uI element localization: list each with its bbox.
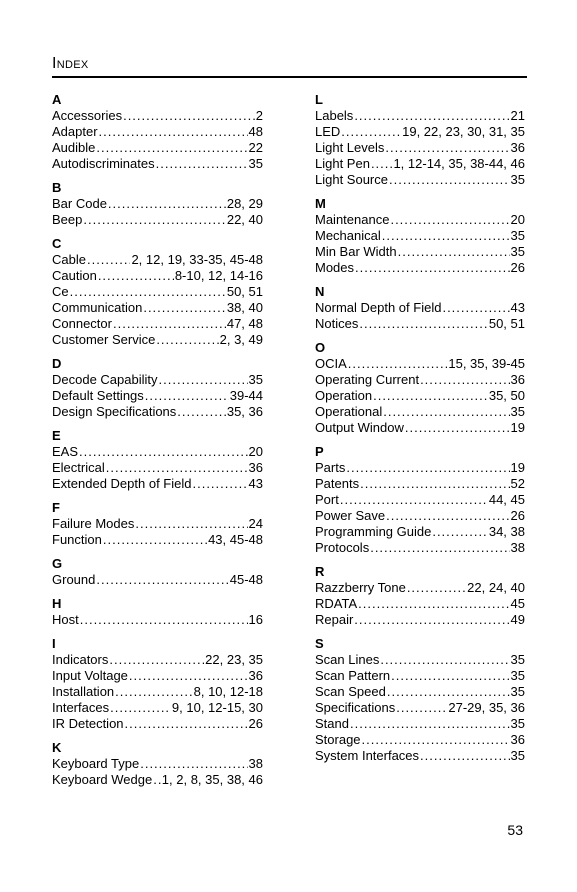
page-title: Index xyxy=(52,55,89,72)
index-entry xyxy=(52,252,263,268)
index-pages: 20 xyxy=(248,444,263,459)
index-pages: 35 xyxy=(510,228,525,243)
index-term: Audible xyxy=(52,140,96,155)
index-pages: 9, 10, 12-15, 30 xyxy=(171,700,263,715)
index-entry xyxy=(52,716,263,732)
index-pages: 38 xyxy=(248,756,263,771)
index-pages: 35 xyxy=(510,748,525,763)
index-term: Mechanical xyxy=(315,228,381,243)
index-entry xyxy=(52,476,263,492)
dot-leader xyxy=(370,540,509,556)
index-term: Notices xyxy=(315,316,359,331)
index-entry xyxy=(52,196,263,212)
index-pages: 50, 51 xyxy=(488,316,525,331)
index-pages: 48 xyxy=(248,124,263,139)
dot-leader xyxy=(125,716,248,732)
dot-leader xyxy=(385,140,509,156)
index-term: Programming Guide xyxy=(315,524,432,539)
index-pages: 20 xyxy=(510,212,525,227)
index-pages: 35 xyxy=(510,668,525,683)
index-term: Keyboard Wedge xyxy=(52,772,153,787)
dot-leader xyxy=(98,268,174,284)
index-entry xyxy=(315,748,525,764)
index-entry xyxy=(315,124,525,140)
dot-leader xyxy=(103,532,207,548)
index-term: System Interfaces xyxy=(315,748,420,763)
dot-leader xyxy=(391,668,509,684)
dot-leader xyxy=(109,652,204,668)
index-pages: 2, 3, 49 xyxy=(219,332,263,347)
index-entry xyxy=(315,404,525,420)
index-pages: 52 xyxy=(510,476,525,491)
dot-leader xyxy=(382,228,510,244)
dot-leader xyxy=(108,196,226,212)
dot-leader xyxy=(396,700,447,716)
dot-leader xyxy=(340,492,488,508)
index-term: Modes xyxy=(315,260,355,275)
index-entry xyxy=(52,300,263,316)
index-pages: 8, 10, 12-18 xyxy=(193,684,263,699)
index-entry xyxy=(315,228,525,244)
index-term: Keyboard Type xyxy=(52,756,140,771)
index-pages: 39-44 xyxy=(229,388,263,403)
index-pages: 45 xyxy=(510,596,525,611)
dot-leader xyxy=(341,124,401,140)
index-pages: 8-10, 12, 14-16 xyxy=(174,268,263,283)
index-entry xyxy=(315,172,525,188)
index-pages: 26 xyxy=(510,508,525,523)
index-term: Caution xyxy=(52,268,97,283)
dot-leader xyxy=(87,252,130,268)
index-pages: 22, 24, 40 xyxy=(467,580,525,595)
dot-leader xyxy=(387,684,510,700)
section-letter: G xyxy=(52,556,63,571)
index-term: Ground xyxy=(52,572,96,587)
section-letter: A xyxy=(52,92,62,107)
index-pages: 24 xyxy=(248,516,263,531)
index-term: Scan Pattern xyxy=(315,668,391,683)
index-entry xyxy=(315,612,525,628)
section-letter: D xyxy=(52,356,62,371)
index-term: Failure Modes xyxy=(52,516,135,531)
index-entry xyxy=(52,332,263,348)
index-section xyxy=(52,236,263,348)
index-section xyxy=(315,444,525,556)
index-entry xyxy=(315,420,525,436)
dot-leader xyxy=(383,404,509,420)
index-pages: 26 xyxy=(248,716,263,731)
index-pages: 43 xyxy=(510,300,525,315)
index-pages: 19, 22, 23, 30, 31, 35 xyxy=(402,124,525,139)
index-section xyxy=(52,428,263,492)
index-pages: 49 xyxy=(510,612,525,627)
section-letter: R xyxy=(315,564,325,579)
index-entry xyxy=(52,460,263,476)
dot-leader xyxy=(192,476,247,492)
dot-leader xyxy=(153,772,161,788)
index-term: LED xyxy=(315,124,341,139)
index-pages: 35 xyxy=(510,172,525,187)
index-column-right xyxy=(315,92,525,764)
index-term: OCIA xyxy=(315,356,347,371)
section-letter: M xyxy=(315,196,326,211)
index-term: Installation xyxy=(52,684,115,699)
section-letter: N xyxy=(315,284,325,299)
index-pages: 15, 35, 39-45 xyxy=(448,356,525,371)
index-term: Host xyxy=(52,612,79,627)
index-entry xyxy=(315,580,525,596)
dot-leader xyxy=(177,404,226,420)
index-entry xyxy=(52,316,263,332)
index-entry xyxy=(52,612,263,628)
index-entry xyxy=(315,540,525,556)
dot-leader xyxy=(398,244,510,260)
index-pages: 27-29, 35, 36 xyxy=(448,700,525,715)
index-pages: 35 xyxy=(248,372,263,387)
index-entry xyxy=(52,212,263,228)
index-term: Communication xyxy=(52,300,143,315)
section-letter: C xyxy=(52,236,62,251)
index-term: Ce xyxy=(52,284,69,299)
index-term: IR Detection xyxy=(52,716,124,731)
index-pages: 50, 51 xyxy=(226,284,263,299)
index-term: Function xyxy=(52,532,102,547)
index-entry xyxy=(52,372,263,388)
index-term: Specifications xyxy=(315,700,396,715)
dot-leader xyxy=(420,748,509,764)
dot-leader xyxy=(99,124,248,140)
index-pages: 19 xyxy=(510,420,525,435)
index-pages: 35 xyxy=(510,684,525,699)
dot-leader xyxy=(432,524,488,540)
index-term: Bar Code xyxy=(52,196,107,211)
index-pages: 1, 2, 8, 35, 38, 46 xyxy=(161,772,263,787)
dot-leader xyxy=(145,388,229,404)
dot-leader xyxy=(348,356,448,372)
index-term: Stand xyxy=(315,716,349,731)
index-term: Power Save xyxy=(315,508,386,523)
index-term: Patents xyxy=(315,476,360,491)
index-section xyxy=(52,740,263,788)
index-term: Scan Lines xyxy=(315,652,380,667)
index-entry xyxy=(315,260,525,276)
index-term: Input Voltage xyxy=(52,668,128,683)
page-header xyxy=(52,52,527,78)
index-term: Min Bar Width xyxy=(315,244,397,259)
dot-leader xyxy=(83,212,225,228)
index-term: Light Levels xyxy=(315,140,385,155)
index-pages: 22 xyxy=(248,140,263,155)
index-term: Maintenance xyxy=(315,212,390,227)
page-number: 53 xyxy=(507,822,523,838)
section-letter: H xyxy=(52,596,62,611)
index-entry xyxy=(52,108,263,124)
section-letter: F xyxy=(52,500,60,515)
index-term: Indicators xyxy=(52,652,109,667)
dot-leader xyxy=(346,460,509,476)
index-pages: 26 xyxy=(510,260,525,275)
dot-leader xyxy=(80,612,248,628)
dot-leader xyxy=(135,516,247,532)
index-pages: 36 xyxy=(510,372,525,387)
index-entry xyxy=(315,596,525,612)
index-pages: 38, 40 xyxy=(226,300,263,315)
index-pages: 1, 12-14, 35, 38-44, 46 xyxy=(393,156,525,171)
index-entry xyxy=(52,668,263,684)
index-term: Extended Depth of Field xyxy=(52,476,192,491)
index-section xyxy=(52,92,263,172)
index-entry xyxy=(52,700,263,716)
index-entry xyxy=(315,508,525,524)
index-pages: 35 xyxy=(510,244,525,259)
dot-leader xyxy=(386,508,509,524)
index-entry xyxy=(52,772,263,788)
dot-leader xyxy=(70,284,226,300)
index-term: RDATA xyxy=(315,596,358,611)
index-entry xyxy=(315,460,525,476)
index-entry xyxy=(315,476,525,492)
index-pages: 43 xyxy=(248,476,263,491)
index-section xyxy=(52,556,263,588)
index-pages: 36 xyxy=(248,460,263,475)
index-entry xyxy=(52,404,263,420)
index-term: Razzberry Tone xyxy=(315,580,406,595)
index-term: Labels xyxy=(315,108,354,123)
index-section xyxy=(52,356,263,420)
dot-leader xyxy=(113,316,226,332)
index-entry xyxy=(315,108,525,124)
index-entry xyxy=(52,268,263,284)
index-term: Interfaces xyxy=(52,700,110,715)
index-entry xyxy=(52,516,263,532)
index-entry xyxy=(52,756,263,772)
index-pages: 45-48 xyxy=(229,572,263,587)
section-letter: P xyxy=(315,444,324,459)
dot-leader xyxy=(442,300,509,316)
dot-leader xyxy=(362,732,510,748)
dot-leader xyxy=(371,156,393,172)
index-term: Output Window xyxy=(315,420,404,435)
index-pages: 22, 40 xyxy=(226,212,263,227)
index-entry xyxy=(315,492,525,508)
index-entry xyxy=(52,652,263,668)
dot-leader xyxy=(106,460,248,476)
index-entry xyxy=(52,156,263,172)
dot-leader xyxy=(159,372,248,388)
index-entry xyxy=(315,356,525,372)
index-term: Default Settings xyxy=(52,388,144,403)
index-term: Normal Depth of Field xyxy=(315,300,442,315)
index-entry xyxy=(52,388,263,404)
index-entry xyxy=(315,700,525,716)
index-entry xyxy=(315,716,525,732)
index-entry xyxy=(315,244,525,260)
dot-leader xyxy=(129,668,248,684)
section-letter: L xyxy=(315,92,323,107)
index-section xyxy=(315,340,525,436)
index-section xyxy=(52,596,263,628)
index-entry xyxy=(315,668,525,684)
index-entry xyxy=(52,124,263,140)
section-letter: B xyxy=(52,180,62,195)
index-entry xyxy=(315,372,525,388)
dot-leader xyxy=(123,108,255,124)
index-term: Adapter xyxy=(52,124,98,139)
index-entry xyxy=(52,532,263,548)
index-pages: 35 xyxy=(510,652,525,667)
dot-leader xyxy=(156,332,218,348)
index-entry xyxy=(52,572,263,588)
index-entry xyxy=(315,140,525,156)
index-term: Operating Current xyxy=(315,372,420,387)
index-pages: 38 xyxy=(510,540,525,555)
index-entry xyxy=(315,388,525,404)
index-entry xyxy=(315,524,525,540)
index-pages: 35 xyxy=(248,156,263,171)
index-entry xyxy=(315,732,525,748)
index-term: Connector xyxy=(52,316,112,331)
index-entry xyxy=(315,300,525,316)
index-term: Cable xyxy=(52,252,86,267)
index-section xyxy=(315,636,525,764)
dot-leader xyxy=(355,260,510,276)
index-entry xyxy=(52,140,263,156)
index-pages: 36 xyxy=(248,668,263,683)
index-term: Protocols xyxy=(315,540,370,555)
index-pages: 21 xyxy=(510,108,525,123)
index-pages: 2 xyxy=(255,108,263,123)
index-term: Port xyxy=(315,492,339,507)
index-pages: 28, 29 xyxy=(226,196,263,211)
dot-leader xyxy=(358,596,509,612)
dot-leader xyxy=(407,580,466,596)
index-pages: 47, 48 xyxy=(226,316,263,331)
index-term: Light Pen xyxy=(315,156,370,171)
index-term: Parts xyxy=(315,460,346,475)
dot-leader xyxy=(110,700,171,716)
index-column-left xyxy=(52,92,263,788)
index-section xyxy=(315,196,525,276)
index-term: EAS xyxy=(52,444,79,459)
index-term: Beep xyxy=(52,212,83,227)
index-term: Storage xyxy=(315,732,361,747)
dot-leader xyxy=(420,372,509,388)
dot-leader xyxy=(373,388,488,404)
dot-leader xyxy=(115,684,192,700)
index-entry xyxy=(315,652,525,668)
dot-leader xyxy=(354,612,509,628)
index-entry xyxy=(315,212,525,228)
index-pages: 36 xyxy=(510,732,525,747)
dot-leader xyxy=(389,172,510,188)
index-entry xyxy=(52,284,263,300)
section-letter: E xyxy=(52,428,61,443)
index-entry xyxy=(315,684,525,700)
dot-leader xyxy=(405,420,510,436)
index-term: Accessories xyxy=(52,108,123,123)
index-section xyxy=(315,284,525,332)
dot-leader xyxy=(156,156,248,172)
section-letter: K xyxy=(52,740,62,755)
section-letter: S xyxy=(315,636,324,651)
index-pages: 2, 12, 19, 33-35, 45-48 xyxy=(131,252,263,267)
index-pages: 35, 50 xyxy=(488,388,525,403)
index-pages: 44, 45 xyxy=(488,492,525,507)
index-section xyxy=(315,564,525,628)
index-term: Light Source xyxy=(315,172,388,187)
section-letter: I xyxy=(52,636,56,651)
index-term: Electrical xyxy=(52,460,105,475)
index-section xyxy=(52,500,263,548)
dot-leader xyxy=(96,140,247,156)
dot-leader xyxy=(96,572,228,588)
dot-leader xyxy=(359,316,487,332)
section-letter: O xyxy=(315,340,326,355)
dot-leader xyxy=(390,212,509,228)
index-term: Decode Capability xyxy=(52,372,158,387)
dot-leader xyxy=(350,716,510,732)
dot-leader xyxy=(354,108,509,124)
index-pages: 35 xyxy=(510,404,525,419)
index-entry xyxy=(315,156,525,172)
index-term: Repair xyxy=(315,612,354,627)
index-section xyxy=(52,180,263,228)
index-pages: 35, 36 xyxy=(226,404,263,419)
index-entry xyxy=(52,684,263,700)
index-term: Customer Service xyxy=(52,332,156,347)
index-pages: 16 xyxy=(248,612,263,627)
dot-leader xyxy=(79,444,248,460)
dot-leader xyxy=(143,300,226,316)
dot-leader xyxy=(140,756,247,772)
dot-leader xyxy=(380,652,509,668)
index-pages: 22, 23, 35 xyxy=(205,652,263,667)
index-term: Operation xyxy=(315,388,373,403)
index-term: Design Specifications xyxy=(52,404,177,419)
index-pages: 19 xyxy=(510,460,525,475)
index-pages: 34, 38 xyxy=(488,524,525,539)
index-term: Scan Speed xyxy=(315,684,386,699)
index-section xyxy=(52,636,263,732)
dot-leader xyxy=(360,476,509,492)
index-entry xyxy=(52,444,263,460)
index-pages: 35 xyxy=(510,716,525,731)
index-pages: 43, 45-48 xyxy=(208,532,263,547)
index-term: Operational xyxy=(315,404,383,419)
index-entry xyxy=(315,316,525,332)
index-section xyxy=(315,92,525,188)
index-pages: 36 xyxy=(510,140,525,155)
index-term: Autodiscriminates xyxy=(52,156,155,171)
